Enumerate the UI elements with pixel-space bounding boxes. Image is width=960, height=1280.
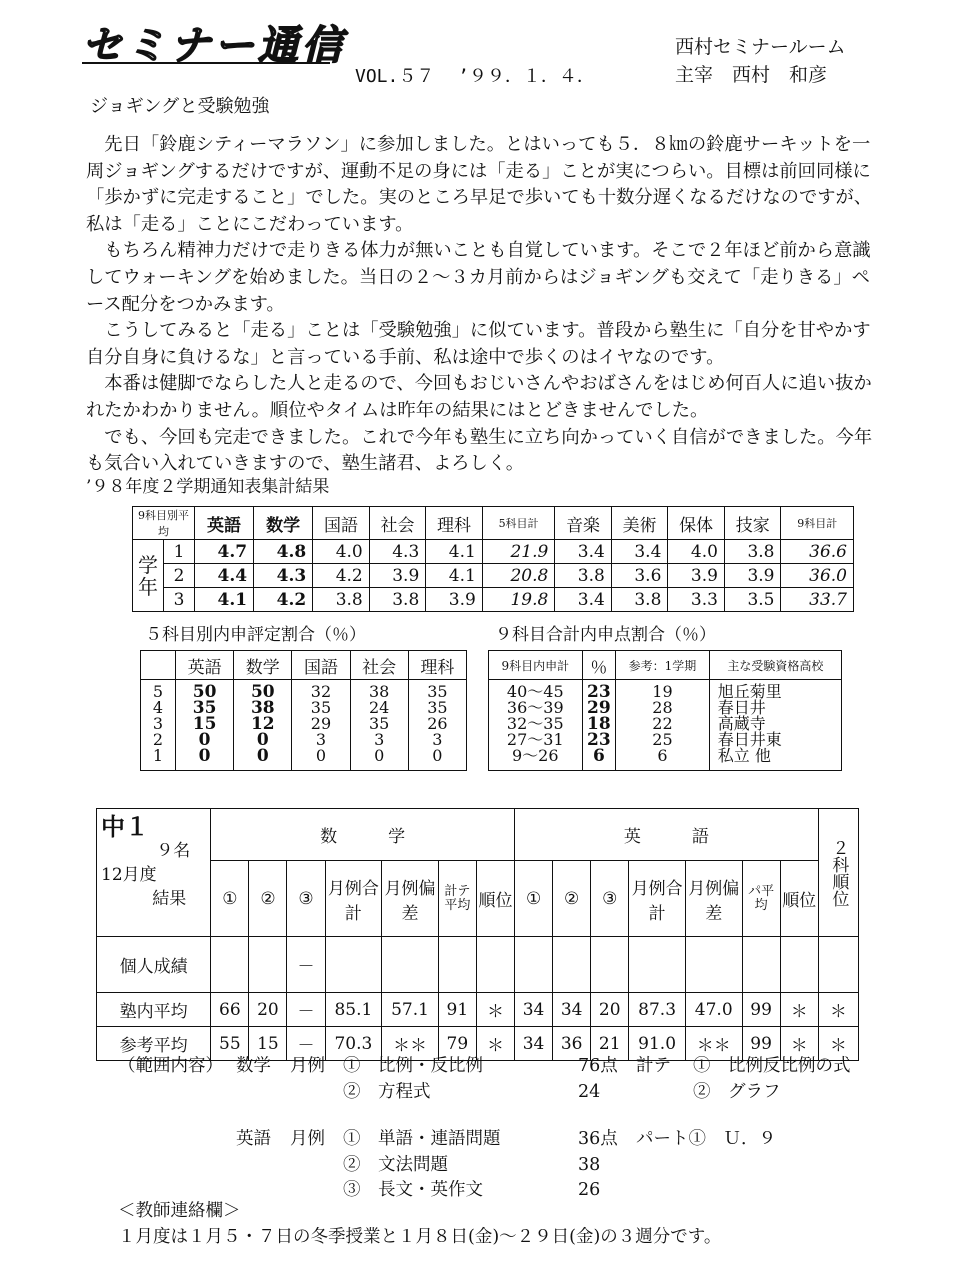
social-column	[350, 680, 408, 771]
cell-value: 3	[374, 730, 385, 749]
header-cell: 社会	[369, 507, 426, 540]
table-cell: ＊＊	[382, 1027, 439, 1061]
header-cell	[141, 651, 176, 680]
paragraph: でも、今回も完走できました。これで今年も塾生に立ち向かっていく自信ができました。今年も気合い入れていきますので、塾生諸君、よろしく。	[86, 426, 873, 475]
masthead-underline	[82, 62, 330, 64]
row-label: 個人成績	[97, 937, 211, 993]
table-cell: 99	[742, 993, 780, 1027]
range-item: ② グラフ	[693, 1082, 781, 1102]
table-cell: ＊	[780, 993, 818, 1027]
ratio9-title: ９科目合計内申点割合（％）	[495, 625, 716, 645]
cell-value: 私立 他	[717, 746, 771, 765]
header-cell: ①	[515, 861, 553, 937]
header-cell: 国語	[313, 507, 370, 540]
math-header: 数 学	[211, 809, 515, 861]
table-cell: 20	[591, 993, 629, 1027]
table-cell: 66	[211, 993, 249, 1027]
table-row	[141, 680, 467, 771]
math-column	[234, 680, 292, 771]
table-header-row	[489, 651, 842, 680]
value-cell: 4.1	[426, 564, 483, 588]
cell-value: 0	[256, 730, 269, 750]
header-cell: 月例合計	[325, 861, 382, 937]
table-header-row	[97, 861, 859, 937]
value-cell: 3.8	[313, 588, 370, 612]
paragraph: 先日「鈴鹿シティーマラソン」に参加しました。とはいっても５．８㎞の鈴鹿サーキットを一周ジョギングするだけですが、運動不足の身には「走る」ことが実につらい。目標は前回同様に「歩かずに完走すること」でした。実のところ早足で歩いても十数分遅くなるだけなのですが、私は「走る」ことにこだわっています。	[86, 134, 873, 235]
cell-value: 29	[587, 698, 611, 718]
level-column	[141, 680, 176, 771]
article-body	[86, 132, 886, 478]
table-cell	[249, 937, 287, 993]
range-item: ① 単語・連語問題	[343, 1129, 501, 1149]
cell-value: 23	[587, 682, 611, 702]
value-cell: 19.8	[482, 588, 554, 612]
cell-value: 50	[192, 682, 217, 702]
range-item: ① 比例反比例の式	[693, 1056, 851, 1076]
table-cell: 57.1	[382, 993, 439, 1027]
header-cell: ②	[249, 861, 287, 937]
table-cell	[438, 937, 476, 993]
table-cell: 91	[438, 993, 476, 1027]
table-cell	[515, 937, 553, 993]
cell-value: 27～31	[506, 730, 564, 749]
table-cell: 70.3	[325, 1027, 382, 1061]
table-cell: 34	[515, 993, 553, 1027]
table-cell: ＊＊	[685, 1027, 742, 1061]
cell-value: 35	[192, 698, 217, 718]
header-cell: ③	[591, 861, 629, 937]
header-cell: 9科目計	[781, 507, 854, 540]
cell-value: 4	[152, 698, 164, 717]
cell-value: 0	[256, 746, 269, 766]
table-cell: ＊	[818, 993, 858, 1027]
header-cell: 音楽	[555, 507, 612, 540]
range-monthly: 月例	[290, 1129, 325, 1149]
header-cell: 理科	[426, 507, 483, 540]
cell-value: 5	[152, 682, 164, 701]
cell-value: 38	[368, 682, 390, 701]
cell-value: 15	[192, 714, 217, 734]
cell-value: 高蔵寺	[717, 714, 766, 733]
prev-term-column	[616, 680, 710, 771]
cell-value: 6	[657, 746, 668, 765]
value-cell: 33.7	[781, 588, 854, 612]
header-cell: 美術	[611, 507, 668, 540]
value-cell: 3.8	[555, 564, 612, 588]
header-cell: ③	[287, 861, 325, 937]
table-cell: 55	[211, 1027, 249, 1061]
table-row	[97, 993, 859, 1027]
cell-value: 春日井	[717, 698, 766, 717]
value-cell: 3.4	[555, 540, 612, 564]
table-cell: －	[287, 937, 325, 993]
value-cell: 3.9	[369, 564, 426, 588]
table-cell: 79	[438, 1027, 476, 1061]
range-label: （範囲内容）	[118, 1056, 223, 1076]
header-cell: 主な受験資格高校	[709, 651, 841, 680]
header-cell: パ平均	[742, 861, 780, 937]
table-header-row	[141, 651, 467, 680]
value-cell: 4.0	[668, 540, 725, 564]
value-cell: 4.4	[195, 564, 254, 588]
cell-value: 6	[592, 746, 605, 766]
two-subject-rank-header: ２科順位	[818, 809, 858, 937]
cell-value: 1	[152, 746, 164, 765]
cell-value: 32	[310, 682, 332, 701]
header-cell: 月例偏差	[685, 861, 742, 937]
value-cell: 3.8	[611, 588, 668, 612]
range-part: パート① Ｕ．９	[636, 1129, 776, 1149]
table-cell: 85.1	[325, 993, 382, 1027]
row-label: 参考平均	[97, 1027, 211, 1061]
header-cell: 5科目計	[482, 507, 554, 540]
range-points: 24	[578, 1082, 601, 1102]
table-cell	[591, 937, 629, 993]
english-header: 英 語	[515, 809, 819, 861]
cell-value: 23	[587, 730, 611, 750]
table-cell: －	[287, 1027, 325, 1061]
results-caption	[97, 809, 211, 937]
cell-value: 24	[368, 698, 390, 717]
cell-value: 0	[432, 746, 443, 765]
grade-number: 1	[164, 540, 195, 564]
table-cell: 87.3	[629, 993, 686, 1027]
period-label: 12月度	[101, 865, 157, 885]
organization-name: 西村セミナールーム	[675, 36, 846, 58]
cell-value: 12	[250, 714, 275, 734]
header-cell: 技家	[724, 507, 781, 540]
cell-value: 19	[652, 682, 673, 701]
cell-value: 22	[652, 714, 673, 733]
table-cell: 15	[249, 1027, 287, 1061]
table-cell: 20	[249, 993, 287, 1027]
range-points: 76点	[578, 1056, 618, 1076]
value-cell: 3.9	[668, 564, 725, 588]
header-cell: ％	[582, 651, 616, 680]
table-cell	[685, 937, 742, 993]
grade-number: 2	[164, 564, 195, 588]
table-cell: ＊	[476, 1027, 514, 1061]
range-keite: 計テ	[636, 1056, 671, 1076]
table-cell: 47.0	[685, 993, 742, 1027]
table-cell	[780, 937, 818, 993]
table-cell: 99	[742, 1027, 780, 1061]
percent-column	[582, 680, 616, 771]
table-header-row	[133, 507, 854, 540]
cell-value: 3	[432, 730, 443, 749]
monthly-results-table	[96, 808, 859, 1061]
note-text: １月度は１月５・７日の冬季授業と１月８日(金)～２９日(金)の３週分です。	[118, 1227, 722, 1247]
paragraph: 本番は健脚でならした人と走るので、今回もおじいさんやおばさんをはじめ何百人に追い抜かれたかわかりません。順位やタイムは昨年の結果にはとどきませんでした。	[86, 373, 872, 421]
table-header-row	[97, 809, 859, 861]
header-cell: 社会	[350, 651, 408, 680]
header-cell: 国語	[292, 651, 350, 680]
value-cell: 20.8	[482, 564, 554, 588]
table-cell: ＊	[476, 993, 514, 1027]
table-cell	[476, 937, 514, 993]
cell-value: 旭丘菊里	[717, 682, 782, 701]
cell-value: 32～35	[506, 714, 564, 733]
range-item: ① 比例・反比例	[343, 1056, 483, 1076]
volume-number: VOL.５７	[355, 66, 435, 87]
article-headline: ジョギングと受験勉強	[90, 96, 270, 117]
table-cell	[742, 937, 780, 993]
value-cell: 4.7	[195, 540, 254, 564]
header-cell: 9科目内申計	[489, 651, 583, 680]
cell-value: 35	[310, 698, 332, 717]
subject-ratio-table	[140, 650, 467, 771]
value-cell: 21.9	[482, 540, 554, 564]
table-cell	[818, 937, 858, 993]
exam-range-section	[118, 1053, 898, 1200]
header-cell: 計テ平均	[438, 861, 476, 937]
header-cell: ①	[211, 861, 249, 937]
cell-value: 26	[427, 714, 448, 733]
header-cell: 参考：1学期	[616, 651, 710, 680]
header-cell: 英語	[176, 651, 234, 680]
value-cell: 4.0	[313, 540, 370, 564]
table-row	[133, 564, 854, 588]
table-cell: 34	[515, 1027, 553, 1061]
total-ratio-table	[488, 650, 842, 771]
value-cell: 4.2	[313, 564, 370, 588]
header-cell: 英語	[195, 507, 254, 540]
cell-value: 0	[374, 746, 385, 765]
table-cell	[382, 937, 439, 993]
cell-value: 2	[152, 730, 164, 749]
cell-value: 28	[652, 698, 673, 717]
header-cell: 数学	[234, 651, 292, 680]
range-column	[489, 680, 583, 771]
period-label2: 結果	[152, 889, 187, 909]
range-item: ② 方程式	[343, 1082, 431, 1102]
range-points: 36点	[578, 1129, 618, 1149]
range-points: 26	[578, 1180, 601, 1200]
cell-value: 50	[250, 682, 275, 702]
table-cell: ＊	[780, 1027, 818, 1061]
english-column	[176, 680, 234, 771]
value-cell: 3.4	[611, 540, 668, 564]
school-column	[709, 680, 841, 771]
cell-value: 0	[315, 746, 327, 765]
issue-date: ’９９．１．４．	[458, 66, 595, 87]
grade-average-table	[132, 506, 854, 612]
cell-value: 35	[427, 698, 448, 717]
cell-value: 0	[198, 746, 211, 766]
ratio5-title: ５科目別内申評定割合（％）	[145, 625, 366, 645]
table-corner: 9科目別平均	[133, 507, 195, 540]
masthead-title: セミナー通信	[82, 23, 346, 69]
value-cell: 4.1	[195, 588, 254, 612]
student-count: ９名	[156, 841, 191, 861]
range-item: ③ 長文・英作文	[343, 1180, 483, 1200]
header-cell: 数学	[254, 507, 313, 540]
value-cell: 3.3	[668, 588, 725, 612]
cell-value: 35	[427, 682, 448, 701]
cell-value: 9～26	[512, 746, 559, 765]
range-english: 英語	[236, 1129, 271, 1149]
value-cell: 4.2	[254, 588, 313, 612]
cell-value: 3	[315, 730, 327, 749]
range-math: 数学	[236, 1056, 271, 1076]
table-cell: 34	[553, 993, 591, 1027]
cell-value: 40～45	[506, 682, 564, 701]
row-label: 塾内平均	[97, 993, 211, 1027]
value-cell: 36.6	[781, 540, 854, 564]
table-cell: 91.0	[629, 1027, 686, 1061]
note-title: ＜教師連絡欄＞	[118, 1201, 241, 1221]
paragraph: こうしてみると「走る」ことは「受験勉強」に似ています。普段から塾生に「自分を甘やかす自分自身に負けるな」と言っている手前、私は途中で歩くのはイヤなのです。	[86, 320, 871, 368]
cell-value: 18	[587, 714, 611, 734]
header-cell: ②	[553, 861, 591, 937]
table-cell	[211, 937, 249, 993]
teacher-note	[118, 1198, 721, 1250]
value-cell: 3.8	[369, 588, 426, 612]
value-cell: 3.9	[426, 588, 483, 612]
header-cell: 保体	[668, 507, 725, 540]
table-cell	[629, 937, 686, 993]
table-cell: －	[287, 993, 325, 1027]
cell-value: 36～39	[506, 698, 564, 717]
range-points: 38	[578, 1155, 601, 1175]
table-cell	[325, 937, 382, 993]
cell-value: 29	[310, 714, 332, 733]
table-cell: 36	[553, 1027, 591, 1061]
table-cell: ＊	[818, 1027, 858, 1061]
header-cell: 理科	[408, 651, 466, 680]
table-cell: 21	[591, 1027, 629, 1061]
value-cell: 3.5	[724, 588, 781, 612]
table-cell	[553, 937, 591, 993]
cell-value: 0	[198, 730, 211, 750]
value-cell: 4.3	[369, 540, 426, 564]
header-cell: 順位	[780, 861, 818, 937]
summary-title: ’９８年度２学期通知表集計結果	[86, 477, 330, 497]
table-row	[133, 588, 854, 612]
header-cell: 順位	[476, 861, 514, 937]
header-cell: 月例合計	[629, 861, 686, 937]
paragraph: もちろん精神力だけで走りきる体力が無いことも自覚しています。そこで２年ほど前から意識してウォーキングを始めました。当日の２～３カ月前からはジョギングも交えて「走りきる」ペース配分をつかみます。	[86, 240, 871, 315]
class-label: 中１	[101, 813, 149, 841]
cell-value: 35	[368, 714, 390, 733]
value-cell: 3.8	[724, 540, 781, 564]
table-row	[133, 540, 854, 564]
grade-number: 3	[164, 588, 195, 612]
value-cell: 3.9	[724, 564, 781, 588]
grade-label: 学年	[133, 540, 164, 612]
owner-name: 主宰 西村 和彦	[675, 64, 828, 86]
science-column	[408, 680, 466, 771]
japanese-column	[292, 680, 350, 771]
table-row	[489, 680, 842, 771]
cell-value: 春日井東	[717, 730, 782, 749]
header-cell: 月例偏差	[382, 861, 439, 937]
range-monthly: 月例	[290, 1056, 325, 1076]
value-cell: 36.0	[781, 564, 854, 588]
value-cell: 4.1	[426, 540, 483, 564]
value-cell: 4.8	[254, 540, 313, 564]
value-cell: 3.4	[555, 588, 612, 612]
value-cell: 3.6	[611, 564, 668, 588]
cell-value: 3	[152, 714, 164, 733]
table-row	[97, 937, 859, 993]
range-item: ② 文法問題	[343, 1155, 448, 1175]
cell-value: 25	[652, 730, 673, 749]
value-cell: 4.3	[254, 564, 313, 588]
cell-value: 38	[250, 698, 275, 718]
